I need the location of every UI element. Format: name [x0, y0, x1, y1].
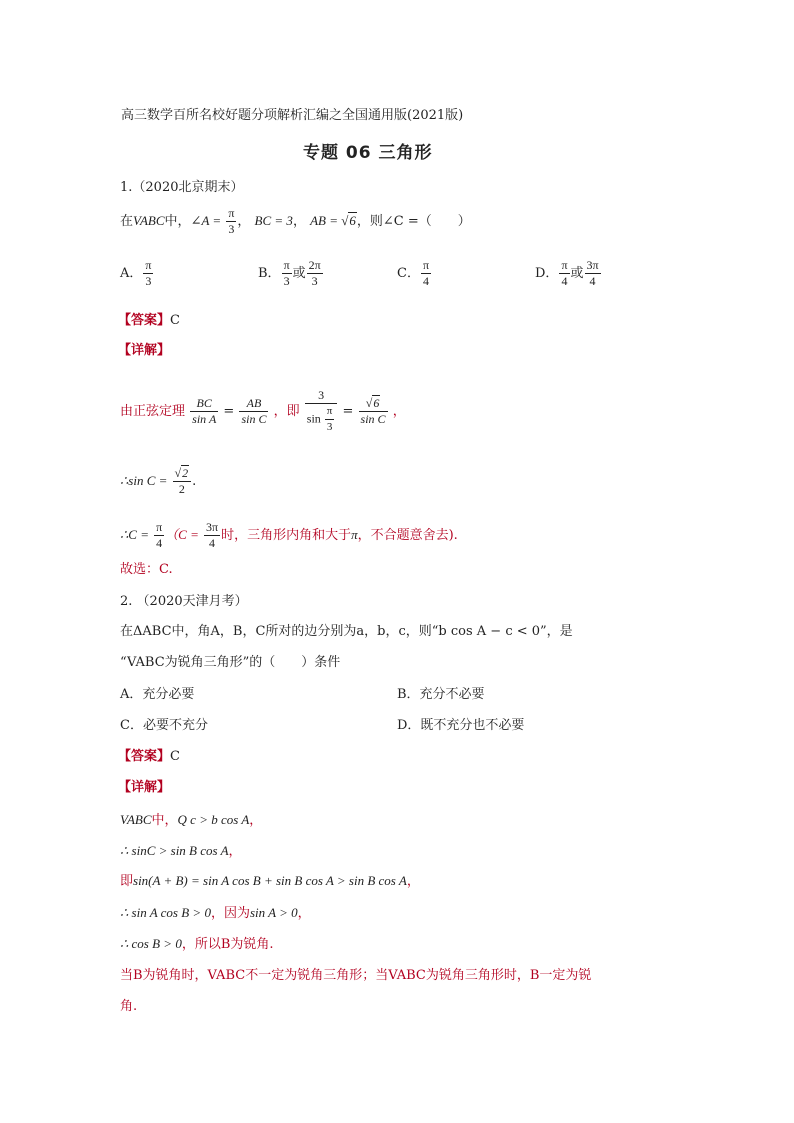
pi-symbol: π — [351, 527, 358, 542]
page-title: 专题 06 三角形 — [303, 143, 433, 163]
q2-step-4 — [120, 904, 311, 923]
sin-text: sin — [306, 411, 321, 426]
answer-label: 【答案】 — [118, 749, 171, 764]
or-text: 或 — [570, 266, 584, 281]
q2-option-a: A．充分必要 — [120, 687, 195, 702]
frac-numerator: 3π — [586, 258, 599, 272]
detail-label: 【详解】 — [118, 780, 171, 795]
option-label: B． — [258, 266, 281, 281]
sine-rule-text: 由正弦定理 — [120, 404, 186, 419]
q1-stem — [120, 206, 471, 237]
ji-text: ，即 — [273, 404, 300, 419]
frac-numerator: AB — [239, 396, 268, 412]
step-text: ， — [249, 813, 263, 828]
q2-number: 2. — [120, 594, 133, 609]
frac-denominator: 3 — [145, 274, 152, 288]
frac-numerator: π — [283, 258, 290, 272]
frac-numerator — [359, 396, 388, 412]
step-math: ∴ sinC > sin B cos A — [120, 843, 229, 858]
when-text: 时，三角形内角和大于 — [221, 528, 352, 543]
q2-step-7: 角. — [120, 999, 138, 1014]
frac-3pi-4 — [204, 520, 220, 551]
step-math: sin(A + B) = sin A cos B + sin B cos A > sin B cos A — [133, 873, 407, 888]
q1-frac-pi-3 — [226, 206, 236, 237]
frac-denominator: 3 — [283, 274, 290, 288]
frac-denominator: sin A — [192, 412, 217, 426]
frac-sqrt6-sinc — [359, 396, 388, 427]
option-label: D． — [535, 266, 559, 281]
step-text: ，因为 — [210, 906, 250, 921]
equals-sign: = — [342, 404, 354, 419]
triangle-symbol: VABC — [120, 812, 152, 827]
q1-option-b — [258, 258, 324, 289]
frac-denominator: 3 — [326, 421, 333, 433]
frac-denominator: 4 — [589, 274, 596, 288]
frac-denominator: 4 — [209, 536, 216, 550]
frac-denominator: 3 — [311, 274, 318, 288]
frac-denominator: sin C — [360, 412, 386, 426]
q1-number: 1. — [120, 180, 133, 195]
option-frac — [421, 258, 431, 289]
q2-step-2 — [120, 842, 242, 861]
q2-step-6: 当B为锐角时，VABC不一定为锐角三角形；当VABC为锐角三角形时，B一定为锐 — [120, 968, 592, 983]
frac-bc-sina — [190, 396, 218, 427]
step-text: ， — [297, 906, 311, 921]
frac-denominator: 2 — [178, 482, 185, 496]
q1-stem-text: 在 — [120, 214, 134, 229]
q1-stem-text: 中， — [164, 214, 191, 229]
answer-label: 【答案】 — [118, 313, 171, 328]
step-math: ∴ cos B > 0 — [120, 936, 182, 951]
detail-label: 【详解】 — [118, 343, 171, 358]
q1-answer — [118, 312, 180, 330]
sqrt-6: √6 — [341, 213, 356, 228]
sqrt-2: √2 — [174, 466, 189, 480]
frac-pi-4 — [154, 520, 164, 551]
frac-numerator — [173, 466, 192, 482]
option-frac — [307, 258, 323, 289]
q2-option-d: D．既不充分也不必要 — [397, 718, 525, 733]
q2-heading — [120, 593, 248, 611]
answer-value: C — [170, 313, 180, 328]
triangle-symbol: VABC — [133, 213, 165, 228]
period-text: . — [192, 474, 197, 489]
frac-denominator: 4 — [156, 536, 163, 550]
frac-denominator: 4 — [561, 274, 568, 288]
q1-option-d — [535, 258, 602, 289]
frac-ab-sinc — [239, 396, 268, 427]
q2-stem-line2: “VABC为锐角三角形”的（ ）条件 — [120, 655, 341, 670]
frac-denominator: sin C — [241, 412, 267, 426]
comma-text: ， — [392, 404, 406, 419]
q1-heading — [120, 179, 244, 197]
inner-frac-pi-3 — [325, 404, 335, 435]
q1-stem-text: ， — [292, 214, 306, 229]
sqrt-radicand: 6 — [349, 213, 356, 228]
option-label: C． — [397, 266, 420, 281]
therefore-c: ∴C = — [120, 527, 149, 542]
frac-denominator: 3 — [228, 222, 235, 236]
frac-numerator: 3π — [206, 520, 219, 534]
q2-source: （2020天津月考） — [136, 594, 248, 609]
frac-numerator: π — [228, 206, 235, 220]
q1-sinc-line — [120, 466, 196, 497]
q1-option-c — [397, 258, 432, 289]
q2-detail-label — [118, 779, 170, 797]
step-text: 即 — [120, 874, 134, 889]
option-frac — [282, 258, 292, 289]
answer-value: C — [170, 749, 180, 764]
q2-step-5 — [120, 935, 274, 954]
therefore-sinc: ∴sin C = — [120, 473, 168, 488]
paren-c: （C = — [165, 527, 199, 542]
step-text: 中， — [151, 813, 178, 828]
frac-numerator: 3 — [305, 388, 338, 404]
q1-sine-rule-line — [120, 388, 406, 435]
step-math: Q c > b cos A — [177, 812, 250, 827]
step-math: sin A > 0 — [249, 905, 298, 920]
frac-numerator: 2π — [308, 258, 321, 272]
q2-answer — [118, 748, 180, 766]
sqrt-radicand: 6 — [373, 396, 380, 410]
q1-source: （2020北京期末） — [132, 180, 244, 195]
option-frac — [143, 258, 153, 289]
frac-numerator: π — [422, 258, 430, 272]
step-math: ∴ sin A cos B > 0 — [120, 905, 211, 920]
q2-option-c: C．必要不充分 — [120, 718, 208, 733]
ab-expression: AB = — [310, 213, 342, 228]
frac-numerator: π — [145, 258, 152, 272]
q1-option-a — [120, 258, 154, 289]
sqrt-6: √6 — [365, 396, 380, 410]
q2-option-b: B．充分不必要 — [397, 687, 485, 702]
frac-numerator: π — [156, 520, 163, 534]
frac-numerator: π — [561, 258, 568, 272]
frac-3-sin-pi-3 — [305, 388, 338, 435]
frac-denominator: 4 — [422, 274, 429, 288]
frac-denominator — [305, 404, 338, 435]
option-frac — [559, 258, 569, 289]
series-title: 高三数学百所名校好题分项解析汇编之全国通用版(2021版) — [121, 108, 464, 123]
q2-step-3 — [120, 872, 420, 891]
frac-numerator: BC — [190, 396, 218, 412]
sqrt-radicand: 2 — [182, 466, 189, 480]
option-label: A． — [120, 266, 143, 281]
or-text: 或 — [292, 266, 306, 281]
q1-c-line — [120, 520, 458, 551]
step-text: ， — [228, 844, 242, 859]
frac-sqrt2-2 — [173, 466, 192, 497]
q1-detail-label — [118, 342, 170, 360]
reject-text: ，不合题意舍去). — [357, 528, 458, 543]
angle-a-expression: ∠A = — [190, 213, 222, 228]
q1-stem-text: ，则∠C =（ ） — [356, 214, 471, 229]
q2-stem-line1: 在ΔABC中，角A，B，C所对的边分别为a，b，c，则“b cos A − c < 0”，是 — [120, 624, 573, 639]
frac-numerator: π — [325, 404, 335, 420]
q1-choose: 故选：C. — [120, 562, 173, 577]
step-text: ， — [406, 874, 420, 889]
step-text: ，所以B为锐角. — [181, 937, 274, 952]
option-frac — [585, 258, 601, 289]
q2-step-1 — [120, 811, 262, 830]
equals-sign: = — [223, 404, 235, 419]
q1-stem-text: ， — [237, 214, 251, 229]
bc-expression: BC = 3 — [254, 213, 293, 228]
